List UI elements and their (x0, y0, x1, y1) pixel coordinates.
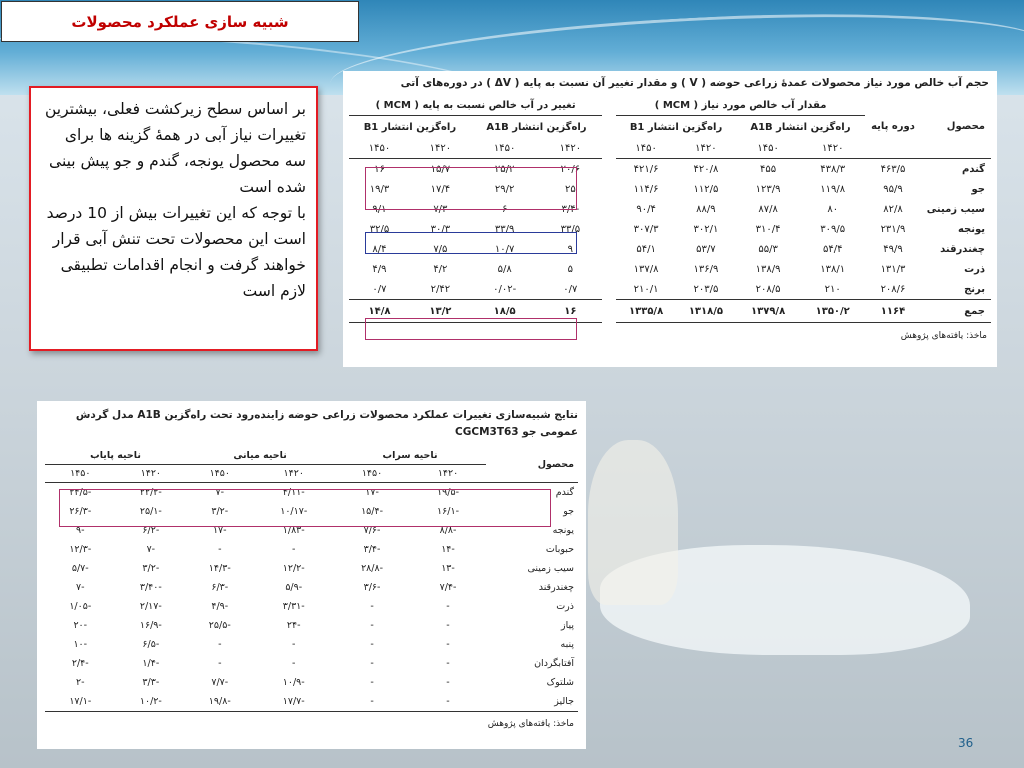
table1-row: جو ۹۵/۹ ۱۱۹/۸ ۱۲۳/۹ ۱۱۲/۵ ۱۱۴/۶ ۲۵ ۲۹/۲ ۱۷/۴ ۱۹/۳ (369, 183, 985, 195)
table1-header-required: مقدار آب خالص مورد نیاز ( MCM ) (616, 95, 865, 116)
page-number: 36 (958, 736, 974, 750)
callout-paragraph-2: با توجه که این تغییرات بیش از 10 درصد است این محصولات تحت تنش آبی قرار خواهند گرفت و انجام اقدامات تطبیقی لازم است (46, 204, 306, 300)
yield-change-table (37, 401, 586, 749)
table2-grid (45, 447, 578, 712)
table1-row: گندم ۴۶۳/۵ ۴۳۸/۳ ۴۵۵ ۴۲۰/۸ ۴۲۱/۶ ۲۰/۶ ۲۵/۲ ۱۵/۷ ۱۶ (374, 163, 985, 175)
table2-year: ۱۴۵۰ (45, 465, 116, 483)
table2-header-upstream: ناحیه سراب (334, 447, 486, 465)
slide-title-box (1, 1, 359, 42)
table2-row: گندم -۱۹/۵ -۱۷ -۴/۱۱ -۷ -۲۲/۲ -۲۴/۵ (69, 487, 574, 498)
table1-year: ۱۴۲۰ (676, 138, 736, 159)
table1-header-b1-change: راه‌گزین انتشار B1 (363, 121, 457, 133)
table1-row: ذرت ۱۳۱/۳ ۱۳۸/۱ ۱۳۸/۹ ۱۳۶/۹ ۱۳۷/۸ ۵ ۵/۸ ۴/۲ ۴/۹ (372, 263, 985, 275)
table1-title: حجم آب خالص مورد نیاز محصولات عمدهٔ زراعی حوضه ( V ) و مقدار تغییر آن نسبت به پایه ( ΔV ) در دوره‌های آتی (400, 77, 989, 89)
table1-year: ۱۴۲۰ (800, 138, 865, 159)
callout-paragraph-1: بر اساس سطح زیرکشت فعلی، بیشترین تغییرات نیاز آبی در همهٔ گزینه ها برای سه محصول یونجه، گندم و جو پیش بینی شده است (44, 100, 306, 196)
table2-row: حبوبات -۱۴ -۳/۴ - - -۷ -۱۲/۳ (69, 544, 574, 555)
table2-header-middle: ناحیه میانی (186, 447, 334, 465)
table2-source: ماخذ: یافته‌های پژوهش (487, 719, 574, 729)
table1-year: ۱۴۲۰ (539, 138, 603, 159)
table2-row: آفتابگردان - - - - -۱/۴ -۲/۴ (71, 658, 574, 669)
table2-row: سیب زمینی -۱۳ -۲۸/۸ -۱۲/۲ -۱۴/۳ -۳/۲ -۵/۷ (71, 563, 574, 574)
table1-year: ۱۴۵۰ (349, 138, 410, 159)
slide-title: شبیه سازی عملکرد محصولات (71, 12, 289, 31)
callout-box (29, 86, 318, 351)
table2-year: ۱۴۲۰ (253, 465, 334, 483)
table1-header-a1b: راه‌گزین انتشار A1B (750, 121, 851, 133)
table2-row: یونجه -۸/۸ -۷/۶ -۱/۸۳ -۱۷ -۶/۲ -۹ (76, 525, 574, 536)
table2-row: شلتوک - - -۱۰/۹ -۷/۷ -۳/۳ -۲ (76, 677, 574, 688)
table2-year: ۱۴۵۰ (186, 465, 253, 483)
table1-year: ۱۴۵۰ (616, 138, 676, 159)
table2-header-downstream: ناحیه پایاب (45, 447, 186, 465)
table1-year: ۱۴۵۰ (736, 138, 801, 159)
table1-header-a1b-change: راه‌گزین انتشار A1B (486, 121, 587, 133)
table2-row: پیاز - - -۲۴ -۲۵/۵ -۱۶/۹ -۲۰ (73, 620, 574, 631)
table1-source: ماخذ: یافته‌های پژوهش (900, 331, 987, 341)
table1-row: برنج ۲۰۸/۶ ۲۱۰ ۲۰۸/۵ ۲۰۳/۵ ۲۱۰/۱ ۰/۷ -۰/۰۲ ۲/۴۲ ۰/۷ (372, 283, 985, 295)
table2-year: ۱۴۲۰ (116, 465, 187, 483)
background-polar-bear (588, 440, 678, 605)
table2-header-crop: محصول (486, 447, 578, 483)
table2-row: جالیز - - -۱۷/۷ -۱۹/۸ -۱۰/۲ -۱۷/۱ (45, 692, 578, 712)
table2-row: جو -۱۶/۱ -۱۵/۴ -۱۰/۱۷ -۳/۲ -۲۵/۱ -۲۶/۳ (69, 506, 574, 517)
table1-header-base: دوره پایه (865, 95, 921, 159)
table1-row: چغندرقند ۴۹/۹ ۵۴/۴ ۵۵/۳ ۵۳/۷ ۵۴/۱ ۹ ۱۰/۷ ۷/۵ ۸/۴ (372, 243, 985, 255)
table1-year: ۱۴۲۰ (410, 138, 471, 159)
table2-title: نتایج شبیه‌سازی تغییرات عملکرد محصولات زراعی حوضه زاینده‌رود تحت راه‌گزین A1B مدل گردش عمومی جو CGCM3T63 (75, 409, 578, 438)
table1-total-row: جمع ۱۱۶۴ ۱۳۵۰/۲ ۱۳۷۹/۸ ۱۳۱۸/۵ ۱۳۳۵/۸ ۱۶ ۱۸/۵ ۱۳/۲ ۱۴/۸ (349, 300, 991, 323)
table1-grid (349, 95, 991, 323)
table1-row: سیب زمینی ۸۲/۸ ۸۰ ۸۷/۸ ۸۸/۹ ۹۰/۴ -۳/۴ ۶ ۷/۳ ۹/۱ (372, 203, 985, 215)
table1-header-b1: راه‌گزین انتشار B1 (629, 121, 723, 133)
table1-header-change: تغییر در آب خالص نسبت به پایه ( MCM ) (349, 95, 602, 116)
table1-year: ۱۴۵۰ (471, 138, 539, 159)
table2-year: ۱۴۲۰ (410, 465, 486, 483)
table2-row: ذرت - - -۳/۳۱ -۴/۹ -۲/۱۷ -۱/۰۵ (69, 601, 574, 612)
table2-row: چغندرقند -۷/۴ -۳/۶ -۵/۹ -۶/۳ -۳/۴۰ -۷ (76, 582, 574, 593)
table2-year: ۱۴۵۰ (334, 465, 410, 483)
table1-header-crop: محصول (921, 95, 991, 159)
table1-row: یونجه ۲۳۱/۹ ۳۰۹/۵ ۳۱۰/۴ ۳۰۲/۱ ۳۰۷/۳ ۳۳/۵ ۳۳/۹ ۳۰/۳ ۳۲/۵ (369, 223, 985, 235)
table2-row: پنبه - - - - -۶/۵ -۱۰ (73, 639, 574, 650)
water-requirement-table (343, 71, 997, 367)
